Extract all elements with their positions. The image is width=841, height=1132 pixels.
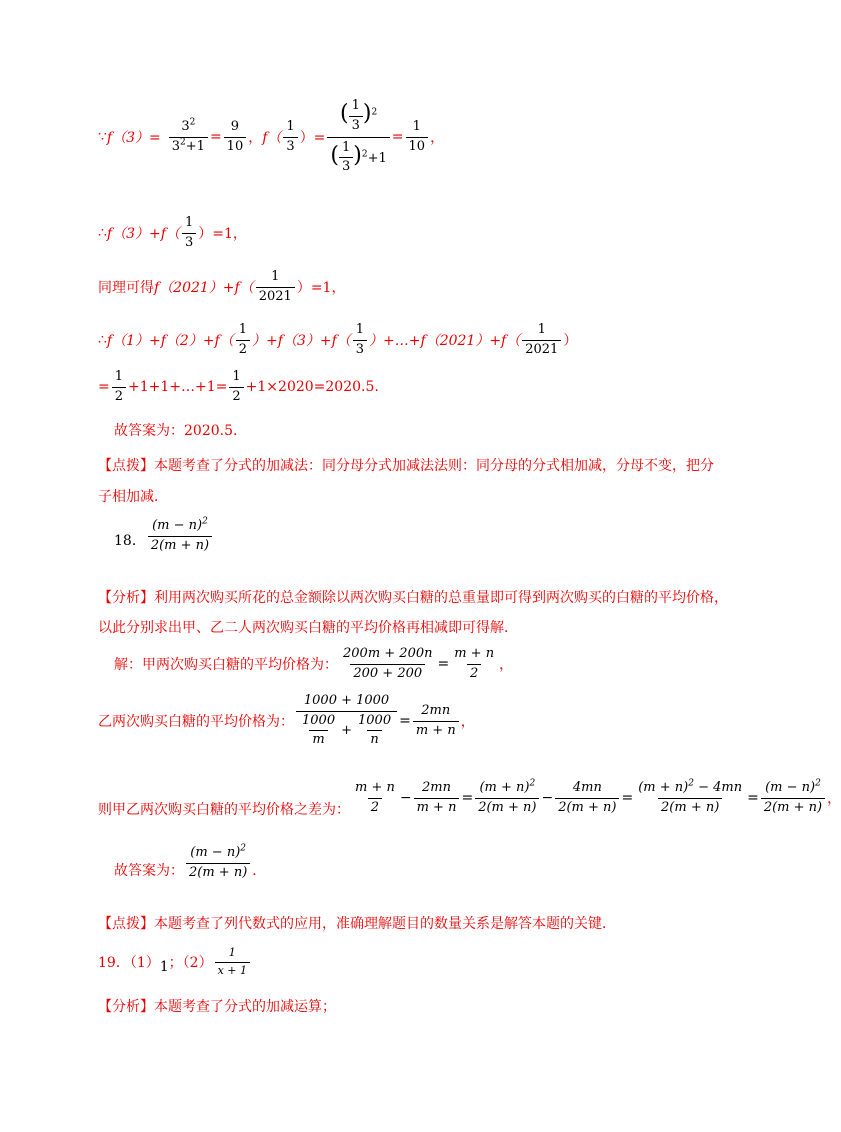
diff-term: $\frac{2mn}{m + n}$ (414, 781, 460, 816)
because-symbol: ∵ (98, 129, 107, 145)
diff-term: $\frac{(m + n)^2 - 4mn}{2(m + n)}$ (638, 778, 743, 815)
equation-line-total: ∴ f（1）+f（2）+f（ $\frac{1}{2}$ ）+f（3）+f（ $\frac{1}{3}$ ）+…+f（2021）+f（ $\frac{1}{2021}$ ） (98, 321, 578, 357)
equation-line-f3: ∵ f（3）= $\frac{3^2}{3^2+1}$ = $\frac{9}{10}$ ， f（ $\frac{1}{3}$ ）= ( $\frac{1}{3}$ )$^2$ ( $\frac{1}{3}$ )$^2$+1 = $\frac{1}{10}$ ， (98, 97, 445, 175)
f13-arg: $\frac{1}{3}$ (283, 120, 297, 155)
equation-line-result: = $\frac{1}{2}$ +1+1+…+1= $\frac{1}{2}$ +1×2020=2020.5. (98, 368, 379, 404)
f3-fraction: $\frac{3^2}{3^2+1}$ (169, 120, 208, 155)
diff-result: $\frac{(m - n)^2}{2(m + n)}$ (761, 781, 825, 816)
q19-fraction: $\frac{1}{x + 1}$ (215, 947, 250, 977)
solution-jia: 解：甲两次购买白糖的平均价格为： $\frac{200m + 200n}{200 + 200}$ = $\frac{m + n}{2}$ ， (114, 645, 514, 681)
yi-fraction: 1000 + 1000 $\frac{1000}{m}$ + $\frac{1000}{n}$ (296, 694, 397, 749)
half-fraction: $\frac{1}{2}$ (112, 370, 126, 405)
question-19: 19．（1） 1 ；（2） $\frac{1}{x + 1}$ (98, 942, 252, 982)
half-fraction: $\frac{1}{2}$ (229, 370, 243, 405)
f13-label: f（ (262, 130, 282, 146)
arg-fraction: $\frac{1}{2021}$ (522, 323, 561, 358)
f13-value: $\frac{1}{10}$ (406, 120, 429, 155)
analysis-18-line2: 以此分别求出甲、乙二人两次购买白糖的平均价格再相减即可得解． (98, 620, 518, 636)
arg-fraction: $\frac{1}{2021}$ (256, 270, 295, 305)
note-17-line2: 子相加减． (98, 489, 168, 505)
analysis-19: 【分析】本题考查了分式的加减运算； (98, 999, 336, 1015)
jia-fraction: $\frac{200m + 200n}{200 + 200}$ (343, 645, 433, 681)
question-18: 18． $\frac{(m - n)^2}{2(m + n)}$ (114, 508, 214, 554)
arg-fraction: $\frac{1}{3}$ (353, 323, 367, 358)
q18-fraction: $\frac{(m - n)^2}{2(m + n)}$ (148, 519, 212, 554)
f3-label: f（3）= (106, 130, 161, 146)
equals: = (209, 129, 222, 145)
solution-difference: 则甲乙两次购买白糖的平均价格之差为： $\frac{m + n}{2}$ − $\frac{2mn}{m + n}$ = $\frac{(m + n)^2}{2(m + n)}$ − $\frac{4mn}{2(m + n)}$ = $\frac{(m + n)^2 - 4mn}{2(m + n)}$ = $\frac{(m - n)^2}{2(m + n)}$ ， (98, 778, 841, 818)
arg-fraction: $\frac{1}{3}$ (182, 216, 196, 251)
equation-line-sum-2021: 同理可得 f（2021）+f（ $\frac{1}{2021}$ ）=1， (98, 268, 346, 304)
diff-term: $\frac{(m + n)^2}{2(m + n)}$ (475, 781, 539, 816)
analysis-18-line1: 【分析】利用两次购买所花的总金额除以两次购买白糖的总重量即可得到两次购买的白糖的平均价格， (98, 590, 728, 606)
f3-value: $\frac{9}{10}$ (224, 120, 247, 155)
arg-fraction: $\frac{1}{2}$ (236, 323, 250, 358)
answer-18: 故答案为： $\frac{(m - n)^2}{2(m + n)}$ ． (114, 843, 267, 880)
diff-term: $\frac{4mn}{2(m + n)}$ (555, 781, 619, 816)
yi-result: $\frac{2mn}{m + n}$ (413, 704, 459, 739)
answer-18-fraction: $\frac{(m - n)^2}{2(m + n)}$ (186, 846, 250, 881)
solution-yi: 乙两次购买白糖的平均价格为： 1000 + 1000 $\frac{1000}{m}$ + $\frac{1000}{n}$ = $\frac{2mn}{m + n}$ ， (98, 692, 475, 748)
equation-line-sum-3: ∴ f（3）+f（ $\frac{1}{3}$ ）=1， (98, 214, 247, 250)
jia-result: $\frac{m + n}{2}$ (454, 645, 495, 681)
diff-term: $\frac{m + n}{2}$ (355, 779, 395, 815)
f13-big-fraction: ( $\frac{1}{3}$ )$^2$ ( $\frac{1}{3}$ )$^2$+1 (327, 99, 389, 176)
note-17-line1: 【点拨】本题考查了分式的加减法：同分母分式加减法法则：同分母的分式相加减，分母不变，把分 (98, 458, 714, 474)
note-18: 【点拨】本题考查了列代数式的应用，准确理解题目的数量关系是解答本题的关键． (98, 916, 616, 932)
answer-17: 故答案为：2020.5. (114, 423, 238, 439)
